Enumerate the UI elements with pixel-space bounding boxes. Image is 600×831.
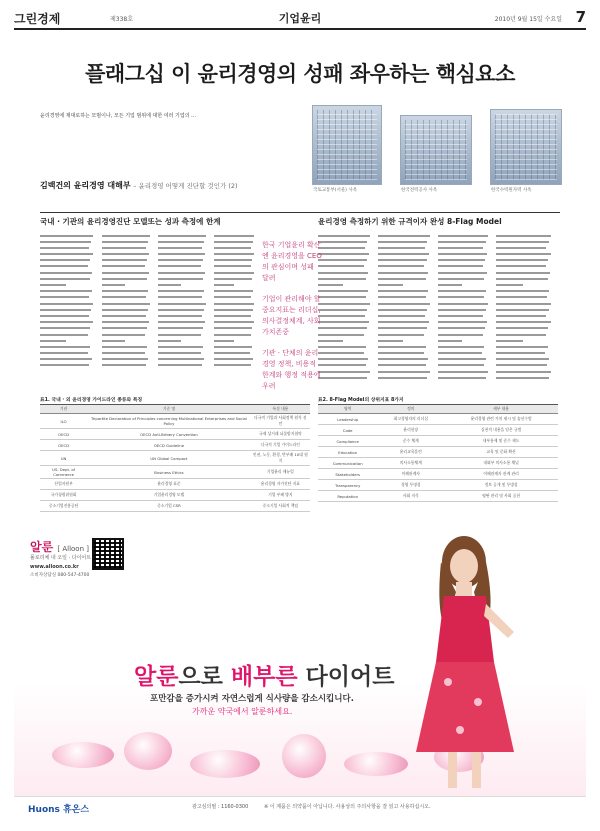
table-cell: 중소기업진흥공단: [40, 501, 87, 512]
table-row: [40, 479, 310, 490]
masthead: [14, 8, 586, 30]
table-header: 영역: [318, 405, 377, 414]
table-cell: 윤리경영 표준: [87, 479, 251, 490]
issue-number: 제338호: [110, 16, 134, 23]
table-row: [318, 491, 558, 502]
guideline-table: [40, 404, 310, 512]
body-column-7: [438, 234, 492, 386]
table-cell: Stakeholders: [318, 469, 377, 480]
table-header: 특징 내용: [251, 405, 310, 414]
table-cell: US. Dept. of Commerce: [40, 466, 87, 479]
building-photo-3: [490, 109, 562, 193]
table-cell: 중소기업 CSR: [87, 501, 251, 512]
table-cell: 국가청렴위원회: [40, 490, 87, 501]
table-cell: ILO: [40, 414, 87, 429]
table-cell: 내부통제 및 준수 제도: [444, 436, 558, 447]
table-cell: 이해관계자 관계 관리: [444, 469, 558, 480]
table-cell: Tripartite Declaration of Principles concerning Multinational Enterprises and Social Policy: [87, 414, 251, 429]
table-cell: 윤리경영 자가진단 지표: [251, 479, 310, 490]
table-cell: 평판 관리 및 사회 공헌: [444, 491, 558, 502]
ad-brand: 알룬 [ Alloon ]: [30, 540, 89, 554]
table-cell: Leadership: [318, 414, 377, 425]
table-row: [40, 414, 310, 429]
table-cell: Education: [318, 447, 377, 458]
table-row: [318, 425, 558, 436]
table-row: [318, 447, 558, 458]
table-cell: 윤리헌장: [377, 425, 444, 436]
body-column-3: [158, 234, 210, 374]
table-cell: Compliance: [318, 436, 377, 447]
table-cell: 인권, 노동, 환경, 반부패 10대 원칙: [251, 451, 310, 466]
table-cell: OECD: [40, 429, 87, 440]
advertisement[interactable]: [14, 520, 586, 818]
photo-caption-2: 한국전력공사 사옥: [401, 188, 438, 193]
table-row: [318, 414, 558, 425]
table-cell: Reputation: [318, 491, 377, 502]
table-cell: 국제 상거래 뇌물방지협약: [251, 429, 310, 440]
right-section-heading: 윤리경영 측정하기 위한 규격이자 완성 8-Flag Model: [318, 217, 502, 226]
table-cell: OECD Anti-Bribery Convention: [87, 429, 251, 440]
table-row: [40, 451, 310, 466]
pill-decoration: [190, 750, 260, 778]
table1-caption: 표1. 국내 · 외 윤리경영 가이드라인 종류와 특징: [40, 398, 143, 403]
page-number: 7: [575, 8, 586, 26]
publication-date: 2010년 9월 15일 수요일: [494, 16, 562, 23]
table-cell: 경영 투명성: [377, 480, 444, 491]
table-cell: 다국적 기업과 사회정책 원칙 선언: [251, 414, 310, 429]
table-cell: Business Ethics: [87, 466, 251, 479]
table-header: 기관: [40, 405, 87, 414]
table-cell: 정보 공개 및 투명성: [444, 480, 558, 491]
table-cell: 다국적 기업 가이드라인: [251, 440, 310, 451]
table-cell: Transparency: [318, 480, 377, 491]
pull-quote: [262, 240, 322, 402]
photo-caption-3: 한국수력원자력 사옥: [491, 188, 532, 193]
maker-logo: Huons 휴온스: [28, 805, 90, 815]
table-cell: 중소기업 사회적 책임: [251, 501, 310, 512]
table-cell: Communication: [318, 458, 377, 469]
series-author: 김백건의 윤리경영 대해부: [40, 181, 131, 190]
table-cell: Code: [318, 425, 377, 436]
body-column-8: [496, 234, 556, 386]
ad-slogan: 알룬으로 배부른 다이어트: [134, 664, 395, 690]
pull-quote-3: 기관 · 단체의 윤리경영 정책, 비용적 한계와 행정 적용에 우려: [262, 349, 321, 390]
ad-footer: [14, 796, 586, 818]
body-column-1: [40, 234, 98, 374]
pull-quote-2: 기업이 관리해야 할 중요지표는 리더십, 의사결정체계, 사회가치존중: [262, 295, 321, 336]
table-cell: OECD: [40, 440, 87, 451]
table-header: 세부 내용: [444, 405, 558, 414]
series-title: – 윤리경영 어떻게 진단할 것인가 (2): [133, 182, 238, 190]
table-row: [40, 501, 310, 512]
table-row: [40, 490, 310, 501]
table-cell: 준수 체계: [377, 436, 444, 447]
eight-flag-table: [318, 404, 558, 502]
paper-name: 그린경제: [14, 12, 61, 26]
ad-registration: 광고심의필 : 1160-0300: [192, 804, 249, 810]
table-cell: 기업윤리 매뉴얼: [251, 466, 310, 479]
pill-decoration: [52, 742, 114, 768]
table-cell: 사회 지식: [377, 491, 444, 502]
table-cell: 기업윤리경영 모델: [87, 490, 251, 501]
table-row: [318, 436, 558, 447]
table-row: [318, 469, 558, 480]
series-byline: [40, 180, 304, 191]
ad-subheading: 포만감을 증가시켜 자연스럽게 식사량을 감소시킵니다.: [150, 694, 354, 704]
table-cell: 기업 부패 방지: [251, 490, 310, 501]
table-cell: 산업자원부: [40, 479, 87, 490]
table-cell: 윤리경영 관련 가치 제시 및 솔선수범: [444, 414, 558, 425]
building-photo-2: [400, 115, 472, 193]
table-cell: 이해관계자: [377, 469, 444, 480]
table2-caption: 표2. 8-Flag Model의 상위지표 8가지: [318, 398, 404, 403]
ad-brand-sub: 폴로리체 내 오일 · 다이어트: [30, 555, 92, 561]
table-cell: 최고경영자의 리더십: [377, 414, 444, 425]
table-header: 기준 명: [87, 405, 251, 414]
table-row: [40, 429, 310, 440]
body-column-5: [318, 234, 374, 386]
table-row: [318, 458, 558, 469]
section-name: 기업윤리: [278, 12, 322, 25]
table-cell: 교육 및 문화 확산: [444, 447, 558, 458]
table-row: [40, 466, 310, 479]
buildings-photo: [312, 105, 562, 195]
body-column-4: [214, 234, 258, 374]
table-cell: 실천적 내용을 담은 규범: [444, 425, 558, 436]
photo-caption-1: 국토교통부(서울) 사옥: [313, 188, 358, 193]
table-header: 정의: [377, 405, 444, 414]
left-section-heading: 국내 · 기관의 윤리경영진단 모델또는 성과 측정에 한계: [40, 217, 221, 226]
pull-quote-1: 한국 기업윤리 확산엔 윤리경영을 CEO의 관심이며 성패 달려: [262, 241, 322, 282]
model-illustration: [386, 532, 536, 792]
ad-url[interactable]: www.alloon.co.kr: [30, 564, 79, 570]
column-divider: [40, 212, 560, 213]
table-cell: UN: [40, 451, 87, 466]
table-row: [40, 440, 310, 451]
ad-notice: ※ 이 제품은 의약품이 아닙니다. 사용상의 주의사항을 잘 읽고 사용하십시오.: [264, 804, 431, 810]
lead-paragraph: 윤리경영에 제대로하는 모범이나, 모든 기업 범위에 대한 여러 기업의 ...: [40, 113, 196, 119]
building-photo-1: [312, 105, 382, 193]
table-cell: UN Global Compact: [87, 451, 251, 466]
headline: 플래그십 이 윤리경영의 성패 좌우하는 핵심요소: [85, 62, 515, 86]
body-column-2: [102, 234, 154, 374]
table-row: [318, 480, 558, 491]
table-cell: 의사소통체계: [377, 458, 444, 469]
pill-decoration: [124, 732, 172, 770]
ad-tagline: 가까운 약국에서 알룬하세요.: [192, 707, 293, 716]
qr-code-icon[interactable]: [92, 538, 124, 570]
table-cell: 내외부 의사소통 채널: [444, 458, 558, 469]
ad-phone: 소비자상담실 080-547-4700: [30, 573, 90, 578]
body-column-6: [378, 234, 434, 386]
table-cell: 윤리교육훈련: [377, 447, 444, 458]
table-cell: OECD Guideline: [87, 440, 251, 451]
pill-decoration: [282, 734, 326, 778]
